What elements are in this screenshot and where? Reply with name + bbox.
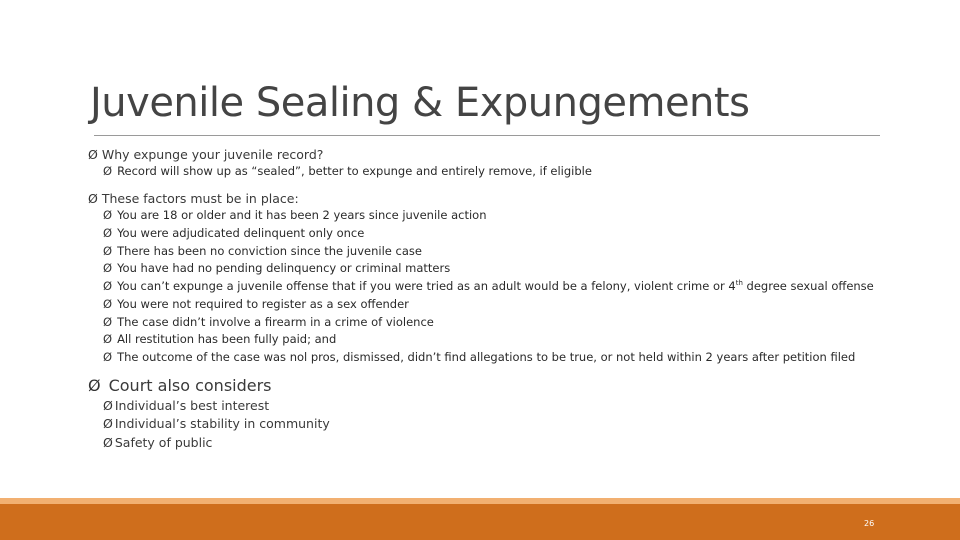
bullet-text: You were adjudicated delinquent only once [117,226,365,240]
superscript: th [735,279,743,288]
bullet-text: The outcome of the case was nol pros, dismissed, didn’t find allegations to be true, or not held within 2 years after petition filed [117,350,856,364]
bullet-text: You have had no pending delinquency or criminal matters [117,261,451,275]
bullet-text: Individual’s stability in community [114,416,330,431]
arrow-bullet-icon: Ø [103,226,113,240]
bullet-text: You are 18 or older and it has been 2 years since juvenile action [117,208,487,222]
bullet-text: You can’t expunge a juvenile offense that if you were tried as an adult would be a felony, violent crime or 4 [117,279,736,293]
bullet-text: You were not required to register as a sex offender [117,297,409,311]
bullet-text: Individual’s best interest [114,398,270,413]
footer-bar [0,504,960,540]
list-item [103,297,409,311]
arrow-bullet-icon: Ø [103,244,113,258]
arrow-bullet-icon: Ø [88,147,98,162]
arrow-bullet-icon: Ø [103,435,113,450]
list-item [103,315,434,329]
list-item [103,226,364,240]
title-divider [94,135,880,136]
list-item [103,208,487,222]
list-item [103,435,212,450]
list-item [103,164,592,178]
list-item [103,350,855,364]
arrow-bullet-icon: Ø [103,398,113,413]
arrow-bullet-icon: Ø [103,416,113,431]
list-item [103,244,422,258]
bullet-text: Why expunge your juvenile record? [101,147,324,162]
list-item [103,332,336,346]
list-item [103,416,330,431]
section-heading-why-expunge [88,147,323,162]
arrow-bullet-icon: Ø [103,208,113,222]
page-number: 26 [864,519,875,528]
arrow-bullet-icon: Ø [88,376,101,395]
section-heading-court-considers [88,376,272,395]
list-item [103,398,269,413]
bullet-text: Record will show up as “sealed”, better to expunge and entirely remove, if eligible [117,164,592,178]
slide-title: Juvenile Sealing & Expungements [90,80,750,126]
list-item [103,261,450,275]
arrow-bullet-icon: Ø [103,297,113,311]
bullet-text: All restitution has been fully paid; and [117,332,337,346]
arrow-bullet-icon: Ø [103,164,113,178]
list-item [103,279,874,293]
arrow-bullet-icon: Ø [88,191,98,206]
bullet-text: Safety of public [114,435,213,450]
bullet-text: These factors must be in place: [101,191,299,206]
bullet-text: The case didn’t involve a firearm in a crime of violence [117,315,434,329]
arrow-bullet-icon: Ø [103,279,113,293]
arrow-bullet-icon: Ø [103,332,113,346]
bullet-text: Court also considers [108,376,272,395]
arrow-bullet-icon: Ø [103,315,113,329]
section-heading-factors [88,191,299,206]
bullet-text-suffix: degree sexual offense [742,279,874,293]
arrow-bullet-icon: Ø [103,350,113,364]
arrow-bullet-icon: Ø [103,261,113,275]
bullet-text: There has been no conviction since the juvenile case [117,244,422,258]
